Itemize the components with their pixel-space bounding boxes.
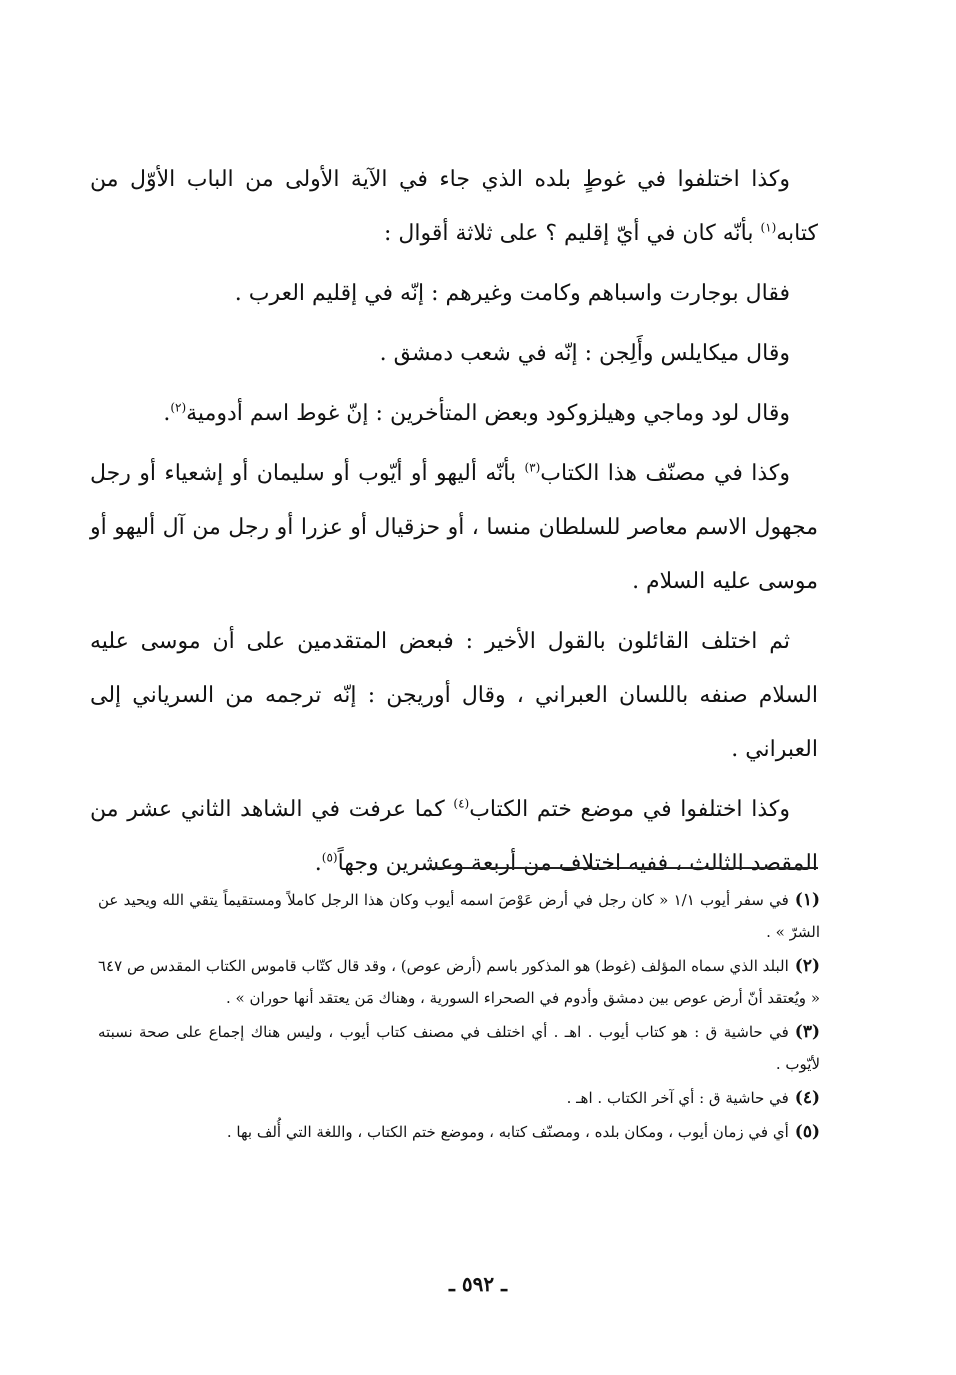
footnote-ref-3[interactable]: (٣): [524, 460, 541, 475]
paragraph-text: وقال لود وماجي وهيلزوكود وبعض المتأخرين : إنّ غوط اسم أدومية: [186, 401, 790, 426]
paragraph-text: ثم اختلف القائلون بالقول الأخير : فبعض المتقدمين على أن موسى عليه السلام صنفه باللسان العبراني ، وقال أوريجن : إنّه ترجمه من السرياني إلى العبراني .: [90, 629, 818, 762]
paragraph-3: [90, 327, 818, 381]
footnote-ref-4[interactable]: (٤): [453, 796, 470, 811]
paragraph-text: وكذا اختلفوا في غوطٍ بلده الذي جاء في الآية الأولى من الباب الأوّل من كتابه: [90, 167, 818, 246]
footnote-separator: [430, 867, 818, 869]
footnote-1: [98, 884, 820, 948]
paragraph-2: [90, 267, 818, 321]
footnote-text: البلد الذي سماه المؤلف (غوط) هو المذكور باسم (أرض عوص) ، وقد قال كتّاب قاموس الكتاب المقدس ص ٦٤٧ « ويُعتقد أنّ أرض عوص بين دمشق وأدوم في الصحراء السورية ، وهناك مَن يعتقد أنها حوران » .: [98, 957, 820, 1007]
footnote-number: (١): [794, 890, 820, 910]
paragraph-text-tail-2: .: [314, 851, 322, 876]
footnote-5: [98, 1116, 820, 1148]
paragraph-1: [90, 153, 818, 261]
footnote-number: (٤): [794, 1088, 820, 1108]
page-number: ـ ٥٩٢ ـ: [449, 1272, 507, 1296]
paragraph-text: وكذا اختلفوا في موضع ختم الكتاب: [469, 797, 790, 822]
paragraph-text-tail: كما عرفت في الشاهد الثاني عشر من المقصد الثالث ، ففيه اختلاف من أربعة وعشرين وجهاً: [90, 797, 818, 876]
paragraph-4: [90, 387, 818, 441]
footnote-ref-1[interactable]: (١): [760, 220, 777, 235]
footnote-number: (٥): [794, 1122, 820, 1142]
footnote-ref-2[interactable]: (٢): [170, 400, 187, 415]
paragraph-text-tail: بأنّه كان في أيّ إقليم ؟ على ثلاثة أقوال :: [383, 221, 761, 246]
footnote-ref-5[interactable]: (٥): [321, 850, 338, 865]
footnote-2: [98, 950, 820, 1014]
paragraph-text-tail: بأنّه أليهو أو أيّوب أو سليمان أو إشعياء أو رجل مجهول الاسم معاصر للسلطان منسا ، أو حزقيال أو عزرا أو رجل من آل أليهو أو موسى عليه السلام .: [90, 461, 818, 594]
paragraph-text: وقال ميكايلس وأَلِجن : إنّه في شعب دمشق .: [379, 341, 790, 366]
footnote-text: في حاشية ق : هو كتاب أيوب . اهـ . أي اختلف في مصنف كتاب أيوب ، وليس هناك إجماع على صحة نسبته لأيّوب .: [98, 1023, 820, 1073]
footnote-text: أي في زمان أيوب ، ومكان بلده ، ومصنّف كتابه ، وموضع ختم الكتاب ، واللغة التي أُلف بها .: [226, 1123, 789, 1141]
paragraph-6: [90, 615, 818, 777]
footnotes: [98, 884, 820, 1150]
paragraph-5: [90, 447, 818, 609]
footnote-3: [98, 1016, 820, 1080]
footnote-number: (٣): [794, 1022, 820, 1042]
footnote-4: [98, 1082, 820, 1114]
paragraph-text-tail: .: [163, 401, 171, 426]
footnote-number: (٢): [794, 956, 820, 976]
footnote-text: في سفر أيوب ١/١ « كان رجل في أرض عَوْصَ اسمه أيوب وكان هذا الرجل كاملاً ومستقيماً يتقي الله ويحيد عن الشرّ » .: [98, 891, 820, 941]
paragraph-text: وكذا في مصنّف هذا الكتاب: [540, 461, 790, 486]
paragraph-7: [90, 783, 818, 891]
footnote-text: في حاشية ق : أي آخر الكتاب . اهـ .: [566, 1089, 789, 1107]
main-text: [90, 153, 818, 897]
paragraph-text: فقال بوجارت واسباهم وكامت وغيرهم : إنّه في إقليم العرب .: [234, 281, 790, 306]
